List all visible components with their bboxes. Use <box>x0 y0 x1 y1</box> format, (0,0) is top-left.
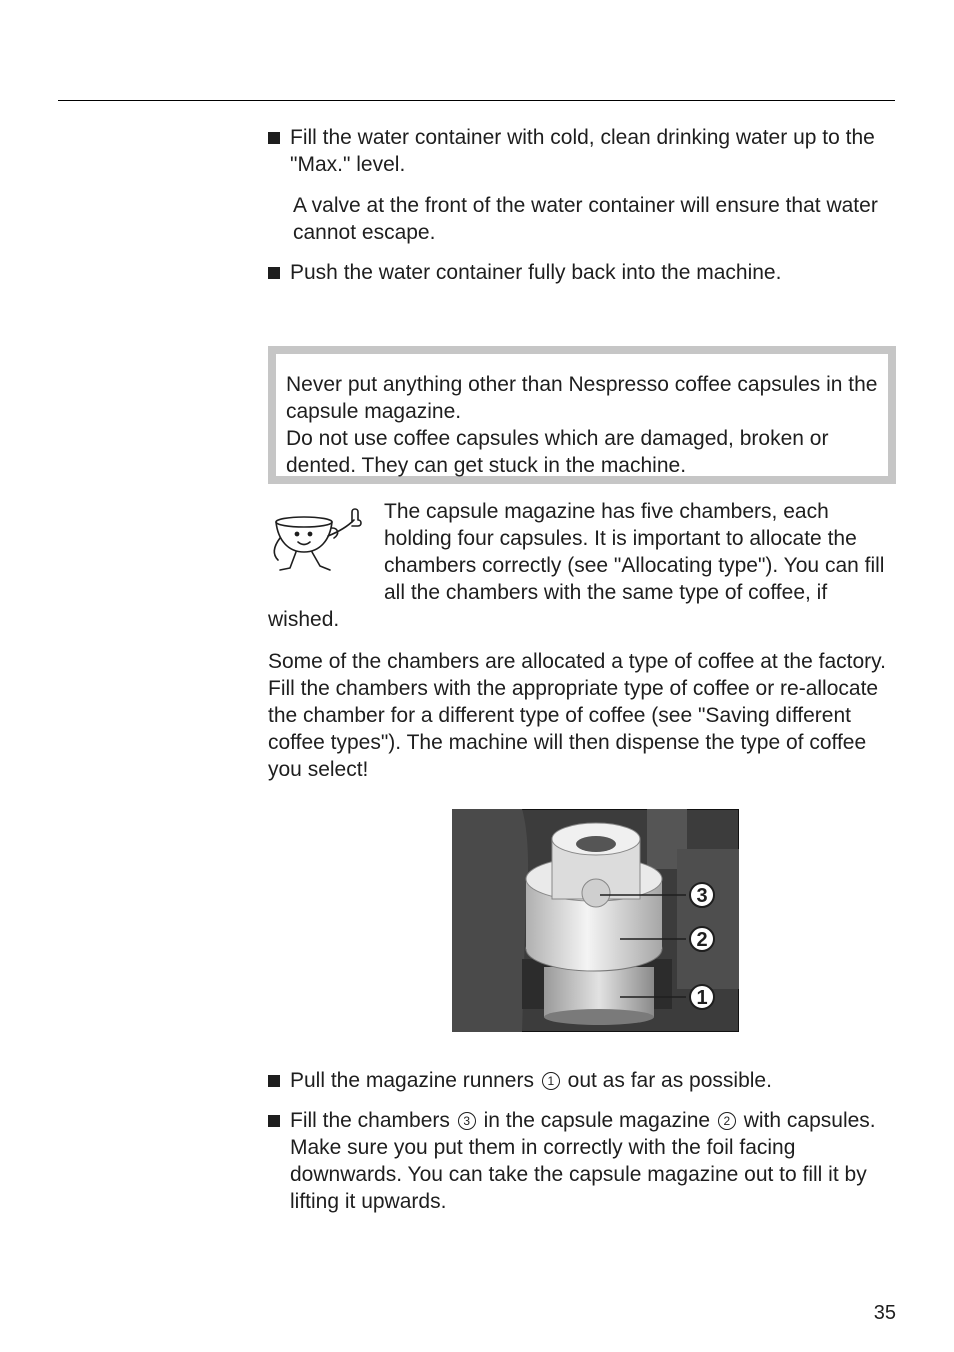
callout-3: 3 <box>696 885 708 907</box>
bullet-square-icon <box>268 1115 280 1127</box>
tip-text: The capsule magazine has five chambers, each holding four capsules. It is important to allocate the chambers correctly (see "Allocating type"). You can fill all the chambers with the same type of coffee, if wished. <box>268 500 885 631</box>
warning-line-1: Never put anything other than Nespresso coffee capsules in the capsule magazine. <box>286 373 878 423</box>
warning-box <box>268 346 896 484</box>
bullet-text-middle: in the capsule magazine <box>477 1109 716 1132</box>
bullet-square-icon <box>268 132 280 144</box>
bullet-fill-water <box>268 124 896 178</box>
bullet-text-after: out as far as possible. <box>561 1069 772 1092</box>
ref-circle-1: 1 <box>542 1072 560 1090</box>
allocation-paragraph: Some of the chambers are allocated a type of coffee at the factory. Fill the chambers with the appropriate type of coffee or re-allocate the chamber for a different type of coffee (see "Saving different coffee types"). The machine will then dispense the type of coffee you select! <box>268 650 886 781</box>
ref-circle-3: 3 <box>458 1112 476 1130</box>
bullet-text-before: Pull the magazine runners <box>290 1069 540 1092</box>
callout-2: 2 <box>696 929 708 951</box>
tip-section <box>268 498 896 633</box>
bullet-text-before: Fill the chambers <box>290 1109 456 1132</box>
capsule-magazine-photo <box>452 809 739 1032</box>
warning-line-2: Do not use coffee capsules which are damaged, broken or dented. They can get stuck in the machine. <box>286 427 829 477</box>
page-number: 35 <box>873 1302 896 1324</box>
cup-mascot-thumbs-up-icon <box>268 502 368 580</box>
ref-circle-2: 2 <box>718 1112 736 1130</box>
bullet-pull-runners <box>268 1067 896 1094</box>
bullet-square-icon <box>268 1075 280 1087</box>
bullet-text: Fill the water container with cold, clean drinking water up to the "Max." level. <box>290 126 875 176</box>
bullet-text: Push the water container fully back into the machine. <box>290 261 782 284</box>
bullet-push-container <box>268 259 896 286</box>
valve-note: A valve at the front of the water container will ensure that water cannot escape. <box>293 194 878 244</box>
callout-1: 1 <box>696 987 708 1009</box>
bullet-fill-chambers <box>268 1107 896 1215</box>
header-rule <box>58 100 895 101</box>
bullet-square-icon <box>268 267 280 279</box>
bullet-text-after: with capsules. Make sure you put them in correctly with the foil facing downwards. You can take the capsule magazine out to fill it by lifting it upwards. <box>290 1109 876 1213</box>
